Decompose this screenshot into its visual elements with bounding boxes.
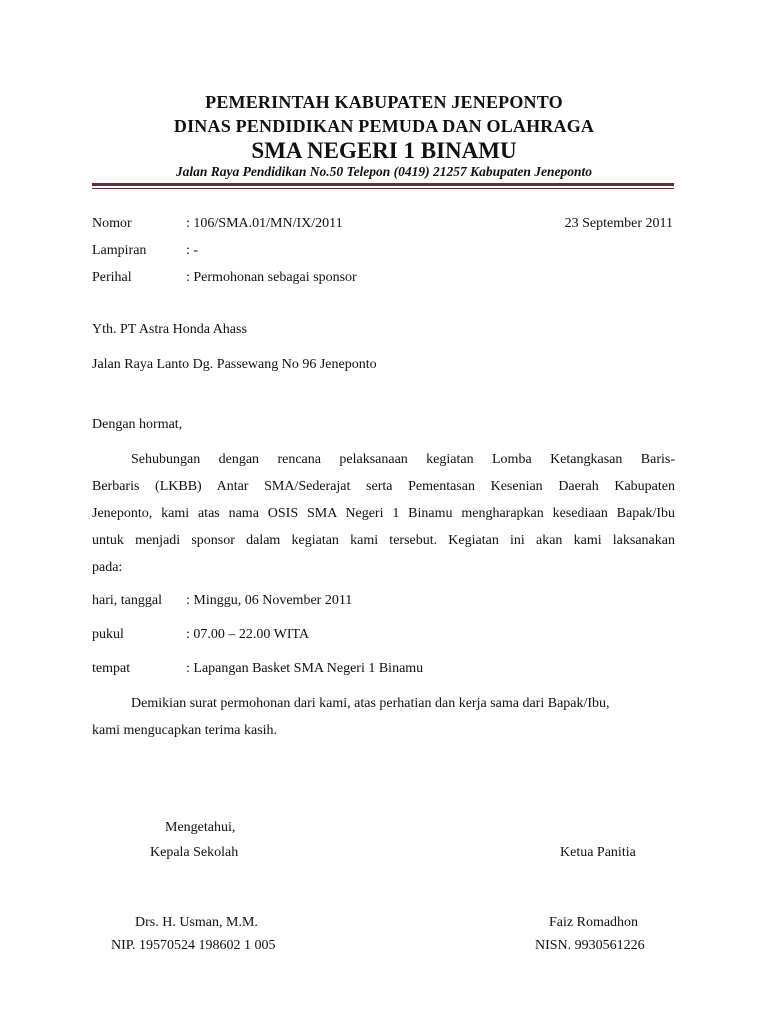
perihal-value: : Permohonan sebagai sponsor xyxy=(186,270,357,285)
schedule-place-label: tempat xyxy=(92,661,131,676)
letterhead-rule-thick xyxy=(92,183,674,186)
paragraph-request xyxy=(92,450,675,585)
schedule-place-value: : Lapangan Basket SMA Negeri 1 Binamu xyxy=(186,661,424,676)
greeting: Dengan hormat, xyxy=(92,417,183,432)
paragraph-line: untuk menjadi sponsor dalam kegiatan kami tersebut. Kegiatan ini akan kami laksanakan xyxy=(92,533,675,548)
lampiran-label: Lampiran xyxy=(92,243,147,258)
lampiran-value: : - xyxy=(186,243,199,258)
paragraph-line: Sehubungan dengan rencana pelaksanaan kegiatan Lomba Ketangkasan Baris- xyxy=(131,452,675,467)
sign-left-name: Drs. H. Usman, M.M. xyxy=(135,915,258,930)
sign-right-nisn: NISN. 9930561226 xyxy=(535,938,645,953)
sign-right-role: Ketua Panitia xyxy=(560,845,636,860)
paragraph-line: pada: xyxy=(92,560,123,575)
schedule-time-label: pukul xyxy=(92,627,124,642)
letterhead-rule-thin xyxy=(92,188,674,189)
closing-line-2: kami mengucapkan terima kasih. xyxy=(92,723,278,738)
letterhead-government: PEMERINTAH KABUPATEN JENEPONTO xyxy=(205,92,563,112)
nomor-label: Nomor xyxy=(92,216,132,231)
schedule-day-label: hari, tanggal xyxy=(92,593,162,608)
paragraph-line: Jeneponto, kami atas nama OSIS SMA Negeri 1 Binamu mengharapkan kesediaan Bapak/Ibu xyxy=(92,506,675,521)
sign-left-nip: NIP. 19570524 198602 1 005 xyxy=(111,938,276,953)
letterhead-school-name: SMA NEGERI 1 BINAMU xyxy=(251,138,517,163)
letterhead-address: Jalan Raya Pendidikan No.50 Telepon (0419) 21257 Kabupaten Jeneponto xyxy=(175,164,593,179)
letter-date: 23 September 2011 xyxy=(564,216,673,231)
nomor-value: : 106/SMA.01/MN/IX/2011 xyxy=(186,216,343,231)
sign-acknowledge: Mengetahui, xyxy=(165,820,236,835)
schedule-day-value: : Minggu, 06 November 2011 xyxy=(186,593,353,608)
schedule-time-value: : 07.00 – 22.00 WITA xyxy=(186,627,310,642)
paragraph-line: Berbaris (LKBB) Antar SMA/Sederajat serta Pementasan Kesenian Daerah Kabupaten xyxy=(92,479,675,494)
recipient-address: Jalan Raya Lanto Dg. Passewang No 96 Jeneponto xyxy=(92,357,377,372)
closing-line-1: Demikian surat permohonan dari kami, atas perhatian dan kerja sama dari Bapak/Ibu, xyxy=(131,696,610,711)
sign-right-name: Faiz Romadhon xyxy=(549,915,639,930)
perihal-label: Perihal xyxy=(92,270,132,285)
sign-left-role: Kepala Sekolah xyxy=(150,845,239,860)
recipient-name: Yth. PT Astra Honda Ahass xyxy=(92,322,247,337)
letterhead-department: DINAS PENDIDIKAN PEMUDA DAN OLAHRAGA xyxy=(173,116,595,136)
